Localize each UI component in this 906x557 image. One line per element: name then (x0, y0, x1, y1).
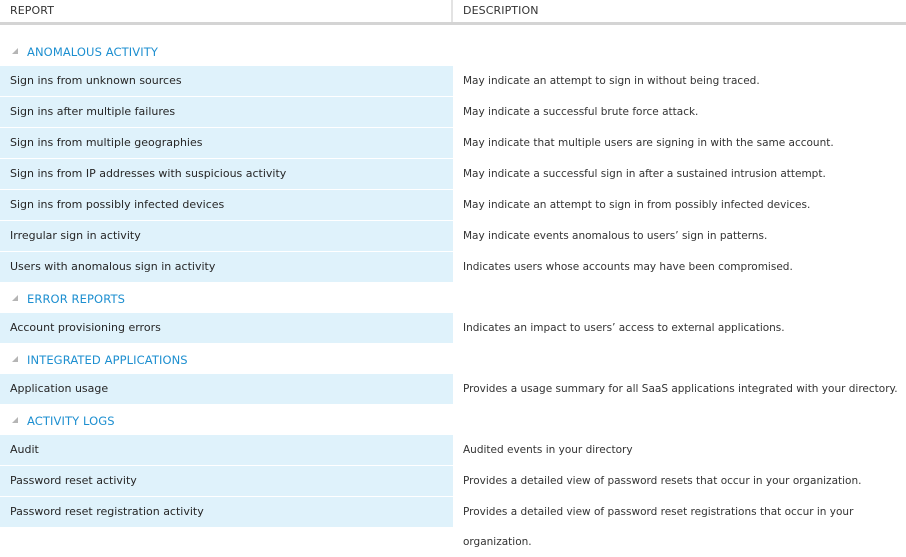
group-header-anomalous-activity[interactable] (0, 36, 906, 66)
report-name-link[interactable]: Sign ins after multiple failures (0, 97, 453, 127)
table-row[interactable] (0, 97, 906, 128)
report-description: Provides a detailed view of password reset registrations that occur in your organization. (463, 506, 854, 548)
table-row[interactable] (0, 374, 906, 405)
report-description: Provides a usage summary for all SaaS applications integrated with your directory. (463, 383, 898, 395)
report-description: May indicate an attempt to sign in without being traced. (463, 75, 760, 87)
table-row[interactable] (0, 159, 906, 190)
report-description: May indicate a successful sign in after a sustained intrusion attempt. (463, 168, 826, 180)
table-row[interactable] (0, 128, 906, 159)
table-row[interactable] (0, 66, 906, 97)
group-header-integrated-applications[interactable] (0, 344, 906, 374)
group-label: ACTIVITY LOGS (27, 413, 115, 428)
table-row[interactable] (0, 466, 906, 497)
reports-table (0, 36, 906, 548)
report-description: Indicates an impact to users’ access to external applications. (463, 322, 785, 334)
table-row[interactable] (0, 497, 906, 548)
table-row[interactable] (0, 221, 906, 252)
report-name-link[interactable]: Account provisioning errors (0, 313, 453, 343)
table-row[interactable] (0, 435, 906, 466)
column-header-description[interactable]: DESCRIPTION (463, 4, 539, 17)
report-description: May indicate an attempt to sign in from possibly infected devices. (463, 199, 811, 211)
table-row[interactable] (0, 252, 906, 283)
report-name-link[interactable]: Sign ins from multiple geographies (0, 128, 453, 158)
table-row[interactable] (0, 313, 906, 344)
report-name-link[interactable]: Sign ins from IP addresses with suspicious activity (0, 159, 453, 189)
report-name-link[interactable]: Users with anomalous sign in activity (0, 252, 453, 282)
report-description: Provides a detailed view of password resets that occur in your organization. (463, 475, 862, 487)
report-name-link[interactable]: Irregular sign in activity (0, 221, 453, 251)
report-description: May indicate events anomalous to users’ sign in patterns. (463, 230, 768, 242)
report-name-link[interactable]: Password reset activity (0, 466, 453, 496)
group-header-activity-logs[interactable] (0, 405, 906, 435)
caret-expanded-icon[interactable] (12, 417, 18, 423)
caret-expanded-icon[interactable] (12, 356, 18, 362)
report-name-link[interactable]: Application usage (0, 374, 453, 404)
report-description: May indicate that multiple users are signing in with the same account. (463, 137, 834, 149)
table-row[interactable] (0, 190, 906, 221)
group-label: ERROR REPORTS (27, 291, 125, 306)
caret-expanded-icon[interactable] (12, 295, 18, 301)
column-header-report[interactable]: REPORT (0, 0, 453, 22)
group-header-error-reports[interactable] (0, 283, 906, 313)
table-header (0, 0, 906, 25)
report-description: Indicates users whose accounts may have been compromised. (463, 261, 793, 273)
report-name-link[interactable]: Password reset registration activity (0, 497, 453, 527)
caret-expanded-icon[interactable] (12, 48, 18, 54)
report-name-link[interactable]: Sign ins from unknown sources (0, 66, 453, 96)
report-description: May indicate a successful brute force attack. (463, 106, 699, 118)
report-name-link[interactable]: Audit (0, 435, 453, 465)
group-label: INTEGRATED APPLICATIONS (27, 352, 188, 367)
group-label: ANOMALOUS ACTIVITY (27, 44, 158, 59)
report-name-link[interactable]: Sign ins from possibly infected devices (0, 190, 453, 220)
report-description: Audited events in your directory (463, 444, 633, 456)
